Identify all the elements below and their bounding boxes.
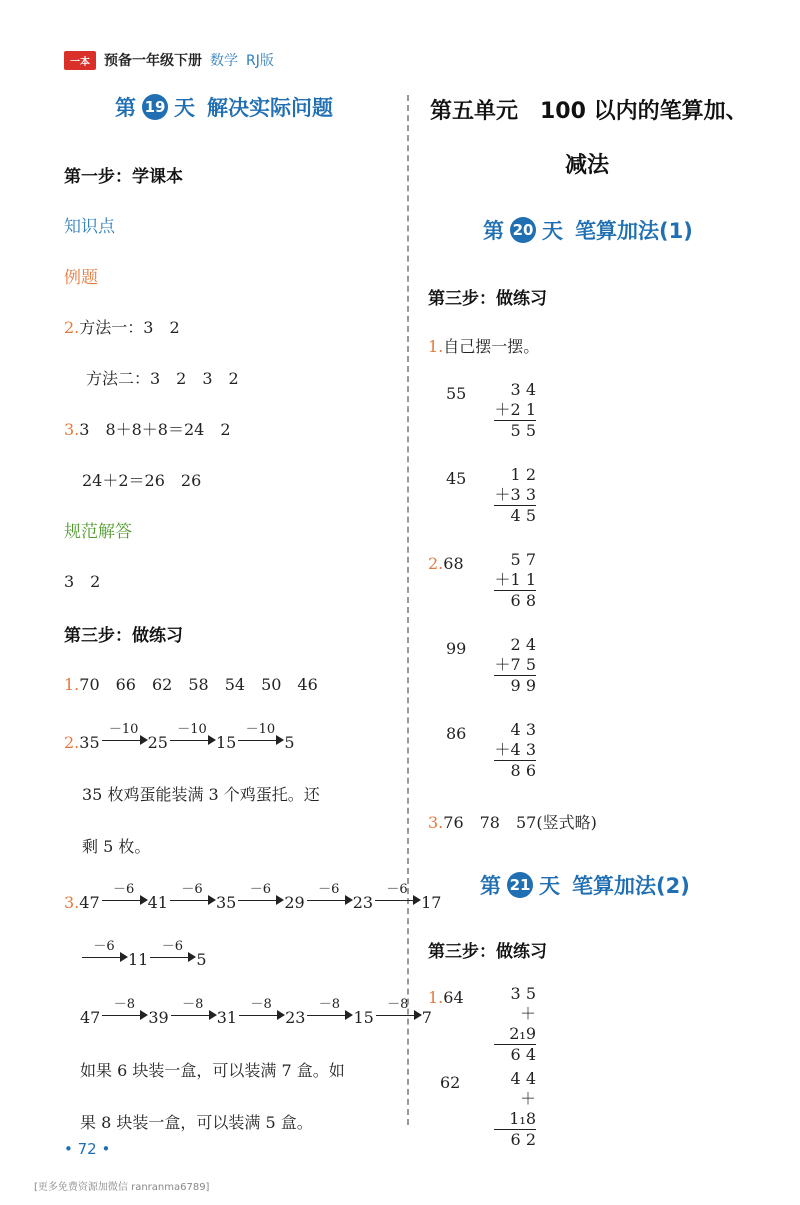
day-suffix: 天 xyxy=(174,96,195,120)
day-number-badge: 19 xyxy=(142,94,168,120)
practice-3-text1: 如果 6 块装一盒，可以装满 7 盒。如 xyxy=(80,1061,345,1080)
calc-answer: 2.68 xyxy=(428,554,464,573)
vertical-calc: 4 3 ＋4 3 8 6 xyxy=(494,720,536,780)
arrow-icon: －6 xyxy=(305,890,353,908)
calc-answer: 62 xyxy=(440,1073,461,1092)
standard-answer: 3 2 xyxy=(64,572,101,591)
arrow-icon: －10 xyxy=(168,730,216,748)
arrow-icon: －6 xyxy=(80,947,128,965)
practice-3-text2: 果 8 块装一盒，可以装满 5 盒。 xyxy=(80,1113,313,1132)
day20-title: 第 20 天 笔算加法(1) xyxy=(483,219,693,243)
day-topic: 解决实际问题 xyxy=(207,96,333,120)
practice-2-text2: 剩 5 枚。 xyxy=(82,837,151,856)
example-label: 例题 xyxy=(64,268,98,288)
arrow-icon: －8 xyxy=(305,1005,353,1023)
arrow-icon: －6 xyxy=(373,890,421,908)
vertical-calc: 1 2 ＋3 3 4 5 xyxy=(494,465,536,525)
arrow-icon: －8 xyxy=(374,1005,422,1023)
subject-label: 数学 xyxy=(210,53,238,69)
vertical-calc: 2 4 ＋7 5 9 9 xyxy=(494,635,536,695)
arrow-icon: －6 xyxy=(236,890,284,908)
day-prefix: 第 xyxy=(115,96,136,120)
vertical-calc: 5 7 ＋1 1 6 8 xyxy=(494,550,536,610)
practice-1: 1.70 66 62 58 54 50 46 xyxy=(64,675,318,694)
calc-answer: 45 xyxy=(446,469,467,488)
arrow-icon: －8 xyxy=(237,1005,285,1023)
edition-label: RJ版 xyxy=(246,53,274,69)
day-number-badge: 20 xyxy=(510,217,536,243)
vertical-calc: 3 4 ＋2 1 5 5 xyxy=(494,380,536,440)
arrow-icon: －6 xyxy=(100,890,148,908)
arrow-icon: －8 xyxy=(100,1005,148,1023)
unit-title-line2: 减法 xyxy=(565,153,610,178)
book-title: 预备一年级下册 xyxy=(104,53,202,69)
step3-heading-day21: 第三步：做练习 xyxy=(428,942,547,962)
arrow-icon: －6 xyxy=(148,947,196,965)
question-1: 1.自己摆一摆。 xyxy=(428,337,540,356)
step3-heading: 第三步：做练习 xyxy=(64,626,183,646)
example-3: 3.3 8＋8＋8＝24 2 xyxy=(64,420,231,439)
day19-title xyxy=(115,92,333,122)
practice-2-chain: 2.35 －10 25 －10 15 －10 5 xyxy=(64,722,295,752)
standard-answer-label: 规范解答 xyxy=(64,522,132,542)
arrow-icon: －8 xyxy=(169,1005,217,1023)
page-header xyxy=(64,50,274,70)
step3-heading-day20: 第三步：做练习 xyxy=(428,289,547,309)
knowledge-label: 知识点 xyxy=(64,217,115,237)
page-number: • 72 • xyxy=(64,1140,111,1158)
calc-answer: 55 xyxy=(446,384,467,403)
publisher-logo: 一本 xyxy=(64,51,96,70)
footer-note: [更多免费资源加微信 ranranma6789] xyxy=(34,1182,210,1193)
example-2-method2: 方法二：3 2 3 2 xyxy=(86,369,239,388)
arrow-icon: －6 xyxy=(168,890,216,908)
calc-answer: 99 xyxy=(446,639,467,658)
practice-3-chain2: －6 11 －6 5 xyxy=(80,947,207,969)
calc-answer: 86 xyxy=(446,724,467,743)
arrow-icon: －10 xyxy=(100,730,148,748)
vertical-calc: 3 5 ＋2₁9 6 4 xyxy=(494,984,536,1065)
question-3: 3.76 78 57(竖式略) xyxy=(428,813,597,832)
step1-heading: 第一步：学课本 xyxy=(64,167,183,187)
day-number-badge: 21 xyxy=(507,872,533,898)
practice-3-chain1: 3.47 －6 41 －6 35 －6 29 －6 23 －6 17 xyxy=(64,882,442,912)
vertical-calc: 4 4 ＋1₁8 6 2 xyxy=(494,1069,536,1150)
example-3-line2: 24＋2＝26 26 xyxy=(82,471,202,490)
day21-title: 第 21 天 笔算加法(2) xyxy=(480,874,690,898)
practice-2-text1: 35 枚鸡蛋能装满 3 个鸡蛋托。还 xyxy=(82,785,320,804)
arrow-icon: －10 xyxy=(236,730,284,748)
example-2: 2.方法一：3 2 xyxy=(64,318,180,337)
practice-3-chain3: 47 －8 39 －8 31 －8 23 －8 15 －8 7 xyxy=(80,997,432,1027)
column-divider xyxy=(407,95,409,1125)
unit-title-line1: 第五单元 100 以内的笔算加、 xyxy=(430,99,748,124)
calc-answer: 1.64 xyxy=(428,988,464,1007)
